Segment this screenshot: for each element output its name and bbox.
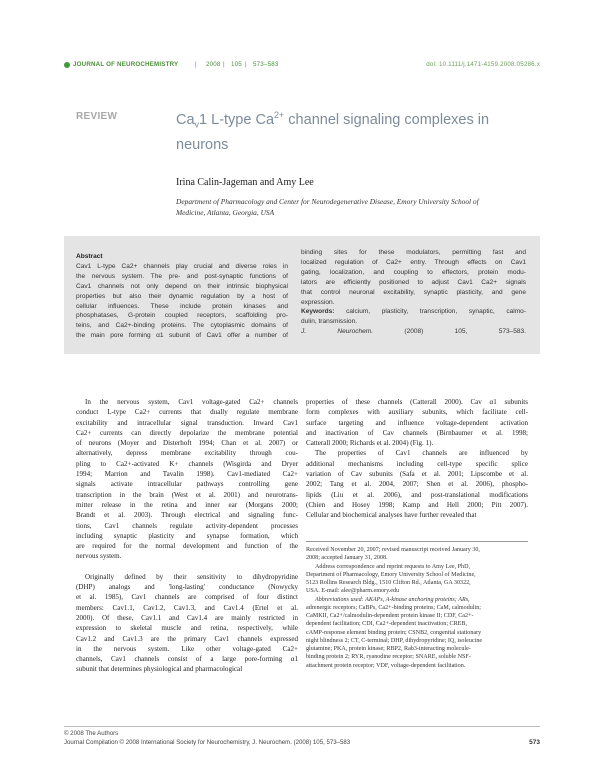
citation [301, 327, 526, 337]
abstract-line: the main pore forming α1 subunit of Cav1 offer a number of [76, 332, 288, 340]
doi-link[interactable]: doi: 10.1111/j.1471-4159.2008.05286.x [426, 61, 540, 68]
body-line: pling to Ca2+-activated K+ channels (Wisgirda and Dryer [76, 459, 298, 468]
body-line: mitter release in the retina and inner ear (Morgans 2000; [76, 500, 298, 509]
body-line: including synaptic plasticity and synapse formation, which [76, 531, 298, 540]
running-header [64, 60, 540, 72]
body-line: subunit that determines physiological and pharmacological [76, 665, 243, 674]
body-line: (Chien and Hosey 1998; Kamp and Hell 2000; Pitt 2007). [306, 500, 528, 509]
abstract-line: that control neuronal excitability, synaptic plasticity, and gene [301, 288, 526, 296]
footnote-line: adrenergic receptors; CaBPs, Ca2+-binding proteins; CaM, calmodulin; [306, 604, 481, 611]
footnote-line: Address correspondence and reprint requests to Amy Lee, PhD, [315, 563, 471, 570]
footnote-line: Department of Pharmacology, Emory University School of Medicine, [306, 571, 476, 578]
title-sub: v [194, 119, 200, 130]
copyright: © 2008 The Authors [64, 730, 119, 737]
abstract-heading: Abstract [76, 253, 103, 260]
body-line: additional mechanisms including cell-type specific splice [306, 459, 528, 468]
title-part: 1 L-type Ca [199, 111, 275, 128]
body-line: Catterall 2000; Richards et al. 2004) (Fig. 1). [306, 439, 434, 448]
body-column-right [306, 397, 528, 521]
body-line: are required for the normal development and function of the [76, 542, 298, 551]
affiliation [176, 196, 536, 218]
body-line: In the nervous system, Cav1 voltage-gated Ca2+ channels [85, 398, 298, 406]
abstract-column-left [76, 252, 288, 341]
body-line: surface targeting and influence voltage-dependent activation [306, 418, 528, 427]
title-part: neurons [176, 136, 229, 153]
citation-journal: J. Neurochem. [301, 328, 374, 336]
abstract-column-right [301, 248, 526, 337]
abstract-box [64, 236, 540, 354]
footnote-line: Abbreviations used: AKAPs, A-kinase anchoring proteins; ARs, [315, 596, 470, 603]
body-line: members: Cav1.1, Cav1.2, Cav1.3, and Cav1.4 (Ertel et al. [76, 603, 298, 612]
journal-pages: 573–583 [253, 61, 279, 68]
abstract-line: teins, and Ca2+-binding proteins. The cytoplasmic domains of [76, 322, 288, 330]
body-line: variation of Cav subunits (Safa et al. 2001; Lipscombe et al. [306, 470, 528, 479]
body-line: Brandt et al. 2003). Through electrical and signaling func- [76, 511, 298, 520]
title-part: Ca [176, 111, 195, 128]
abstract-line: Cav1 L-type Ca2+ channels play crucial and diverse roles in [76, 262, 288, 270]
body-line: channels, Cav1 channels consist of a large pore-forming α1 [76, 655, 298, 664]
abstract-line: the nervous system. The pre- and post-synaptic functions of [76, 272, 288, 280]
abstract-line: cellular influences. These include protein kinases and [76, 302, 288, 310]
keywords [301, 307, 526, 317]
citation-rest: (2008) 105, 573–583. [373, 328, 526, 336]
body-line: The properties of Cav1 channels are influenced by [315, 449, 528, 458]
body-line: (DHP) analogs and 'long-lasting' conductance (Nowycky [76, 583, 298, 592]
footnote-line: attachment protein receptor; VDF, voltage-dependent facilitation. [306, 662, 466, 669]
body-line: nervous system. [76, 552, 122, 561]
footnote-line: cAMP-response element binding protein; CSNB2, congenital stationary [306, 629, 482, 636]
header-separator: | [245, 61, 247, 68]
abstract-line: lators are efficiently positioned to adjust Cav1 Ca2+ signals [301, 278, 526, 286]
body-column-left [76, 397, 298, 675]
body-line: and inactivation of Cav channels (Birnbaumer et al. 1998; [306, 428, 528, 437]
abstract-line: expression. [301, 298, 335, 306]
body-line: Cav1.2 and Cav1.3 are the primary Cav1 channels expressed [76, 634, 298, 643]
footnote-line: night blindness 2; CT, C-terminal; DHP, dihydropyridine; IQ, isoleucine [306, 637, 483, 644]
footnote-divider [306, 541, 528, 542]
journal-name: JOURNAL OF NEUROCHEMISTRY [73, 61, 179, 68]
body-line: in the nervous system. Like other voltage-gated Ca2+ [76, 644, 298, 653]
article-title [176, 105, 536, 155]
title-part: channel signaling complexes in [284, 111, 490, 128]
body-line: expression to skeletal muscle and retina, respectively, while [76, 624, 298, 633]
journal-volume: 105 [231, 61, 242, 68]
title-sup: 2+ [274, 110, 285, 120]
footnote-line: Received November 20, 2007; revised manuscript received January 30, [306, 547, 480, 553]
body-line: Originally defined by their sensitivity to dihydropyridine [85, 572, 298, 581]
footnote-line: binding protein 2; RYR, ryanodine receptor; SNARE, soluble NSF- [306, 654, 471, 661]
footnote-line: CaMKII, Ca2+/calmodulin-dependent protein kinase II; CDF, Ca2+- [306, 613, 474, 619]
journal-compilation: Journal Compilation © 2008 International Society for Neurochemistry, J. Neurochem. (2008) 105, 573–583 [64, 739, 351, 746]
footer-divider [64, 726, 540, 727]
journal-year: 2008 [206, 61, 221, 68]
header-separator: | [223, 61, 225, 68]
footnote-line[interactable]: USA. E-mail: alee@pharm.emory.edu [306, 588, 400, 595]
body-line: conduct L-type Ca2+ currents that dually regulate membrane [76, 408, 298, 417]
abstract-line: Cav1 channels not only depend on their intrinsic biophysical [76, 282, 288, 290]
section-label: REVIEW [76, 111, 118, 122]
keywords-text: calcium, plasticity, transcription, synaptic, calmo- [334, 308, 526, 316]
page-number: 573 [529, 739, 540, 746]
body-line: Ca2+ currents can directly depolarize the membrane potential [76, 428, 298, 437]
body-line: 2000). Of these, Cav1.1 and Cav1.4 are mainly restricted in [76, 613, 298, 622]
body-line: tions, Cav1 channels regulate activity-dependent processes [76, 521, 298, 530]
body-line: properties of these channels (Catterall 2000). Cav α1 subunits [306, 398, 528, 406]
body-line: signals activate intracellular pathways controlling gene [76, 480, 298, 489]
affiliation-line: Department of Pharmacology and Center for Neurodegenerative Disease, Emory University School of [176, 197, 479, 206]
keywords-text: dulin, transmission. [301, 318, 358, 326]
abstract-line: properties but also their dynamic regulation by a host of [76, 292, 288, 300]
header-separator: | [195, 61, 197, 68]
body-line: 2002; Tang et al. 2004, 2007; Shen et al. 2006), phospho- [306, 480, 528, 489]
footnotes [306, 546, 528, 670]
authors: Irina Calin-Jageman and Amy Lee [176, 177, 314, 188]
affiliation-line: Medicine, Atlanta, Georgia, USA [176, 208, 275, 217]
footnote-line: 5123 Rollins Research Bldg., 1510 Clifton Rd., Atlanta, GA 30322, [306, 580, 471, 586]
body-line: transcription in the brain (West et al. 2001) and neurotrans- [76, 490, 298, 499]
abstract-line: gating, localization, and coupling to effectors, protein modu- [301, 268, 526, 276]
footnote-line: 2008; accepted January 31, 2008. [306, 555, 388, 562]
keywords-label: Keywords: [301, 308, 335, 316]
body-line: excitability and intracellular signal transduction. Inward Cav1 [76, 418, 298, 427]
body-line: 1994; Marrion and Tavalin 1998). Cav1-mediated Ca2+ [76, 470, 298, 479]
journal-dot-icon [64, 62, 70, 68]
body-line: lipids (Liu et al. 2006), and post-translational modifications [306, 490, 528, 499]
body-line: et al. 1985), Cav1 channels are comprised of four distinct [76, 593, 298, 602]
body-line: alternatively, depress membrane excitability through cou- [76, 449, 298, 458]
body-line: of neurons (Moyer and Disterhoft 1994; Chan et al. 2007) or [76, 439, 298, 448]
abstract-line: phosphatases, G-protein coupled receptors, scaffolding pro- [76, 312, 288, 320]
body-line: form complexes with auxiliary subunits, which facilitate cell- [306, 408, 528, 417]
abstract-line: localized regulation of Ca2+ entry. Through effects on Cav1 [301, 258, 526, 266]
body-line: Cellular and biochemical analyses have further revealed that [306, 511, 477, 520]
footnote-line: dependent facilitation; CDI, Ca2+-dependent inactivation; CREB, [306, 621, 467, 628]
abstract-line: binding sites for these modulators, permitting fast and [301, 249, 526, 256]
footnote-line: glutamine; PKA, protein kinase; RBP2, Rab3-interacting molecule- [306, 646, 471, 652]
